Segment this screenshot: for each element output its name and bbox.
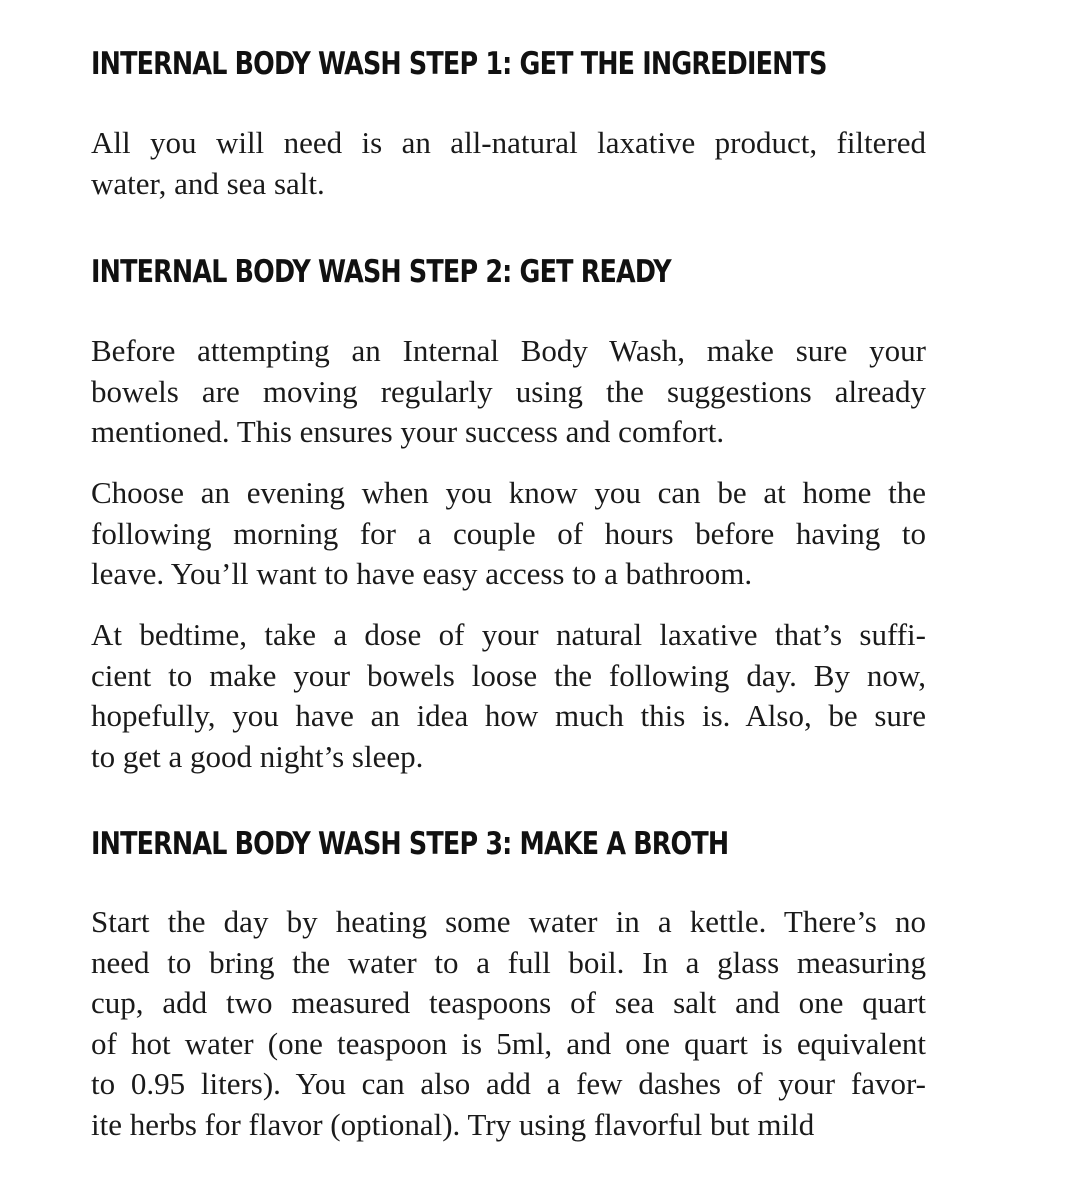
paragraph-line: cup, add two measured teaspoons of sea salt and one quart: [91, 985, 926, 1020]
paragraph-ingredients: [91, 123, 926, 204]
paragraph-line: bowels are moving regularly using the suggestions already: [91, 373, 926, 409]
paragraph-line: to get a good night’s sleep.: [91, 738, 424, 774]
paragraph-line: to 0.95 liters). You can also add a few dashes of your favor-: [91, 1066, 926, 1101]
paragraph-line: Before attempting an Internal Body Wash, make sure your: [91, 333, 926, 368]
paragraph-line: following morning for a couple of hours before having to: [91, 515, 926, 551]
paragraph-line: Choose an evening when you know you can be at home the: [91, 475, 926, 510]
paragraph-line: All you will need is an all-natural laxative product, filtered: [91, 125, 926, 160]
paragraph-line: water, and sea salt.: [91, 165, 325, 201]
paragraph-line: leave. You’ll want to have easy access to a bathroom.: [91, 556, 753, 591]
section-heading-step-1: INTERNAL BODY WASH STEP 1: GET THE INGREDIENTS: [91, 46, 827, 82]
section-heading-step-3: INTERNAL BODY WASH STEP 3: MAKE A BROTH: [91, 826, 729, 862]
paragraph-at-bedtime: [91, 615, 926, 777]
paragraph-make-broth: [91, 902, 926, 1145]
paragraph-line: mentioned. This ensures your success and comfort.: [91, 414, 725, 449]
paragraph-line: cient to make your bowels loose the following day. By now,: [91, 657, 926, 693]
paragraph-line: of hot water (one teaspoon is 5ml, and one quart is equivalent: [91, 1025, 926, 1061]
paragraph-line: ite herbs for flavor (optional). Try using flavorful but mild: [91, 1106, 815, 1142]
paragraph-line: At bedtime, take a dose of your natural laxative that’s suffi-: [91, 617, 926, 652]
section-heading-step-2: INTERNAL BODY WASH STEP 2: GET READY: [91, 254, 671, 290]
paragraph-line: Start the day by heating some water in a kettle. There’s no: [91, 904, 926, 939]
paragraph-line: hopefully, you have an idea how much this is. Also, be sure: [91, 698, 926, 733]
paragraph-line: need to bring the water to a full boil. In a glass measuring: [91, 944, 926, 980]
paragraph-choose-evening: [91, 473, 926, 595]
paragraph-before-attempting: [91, 331, 926, 453]
